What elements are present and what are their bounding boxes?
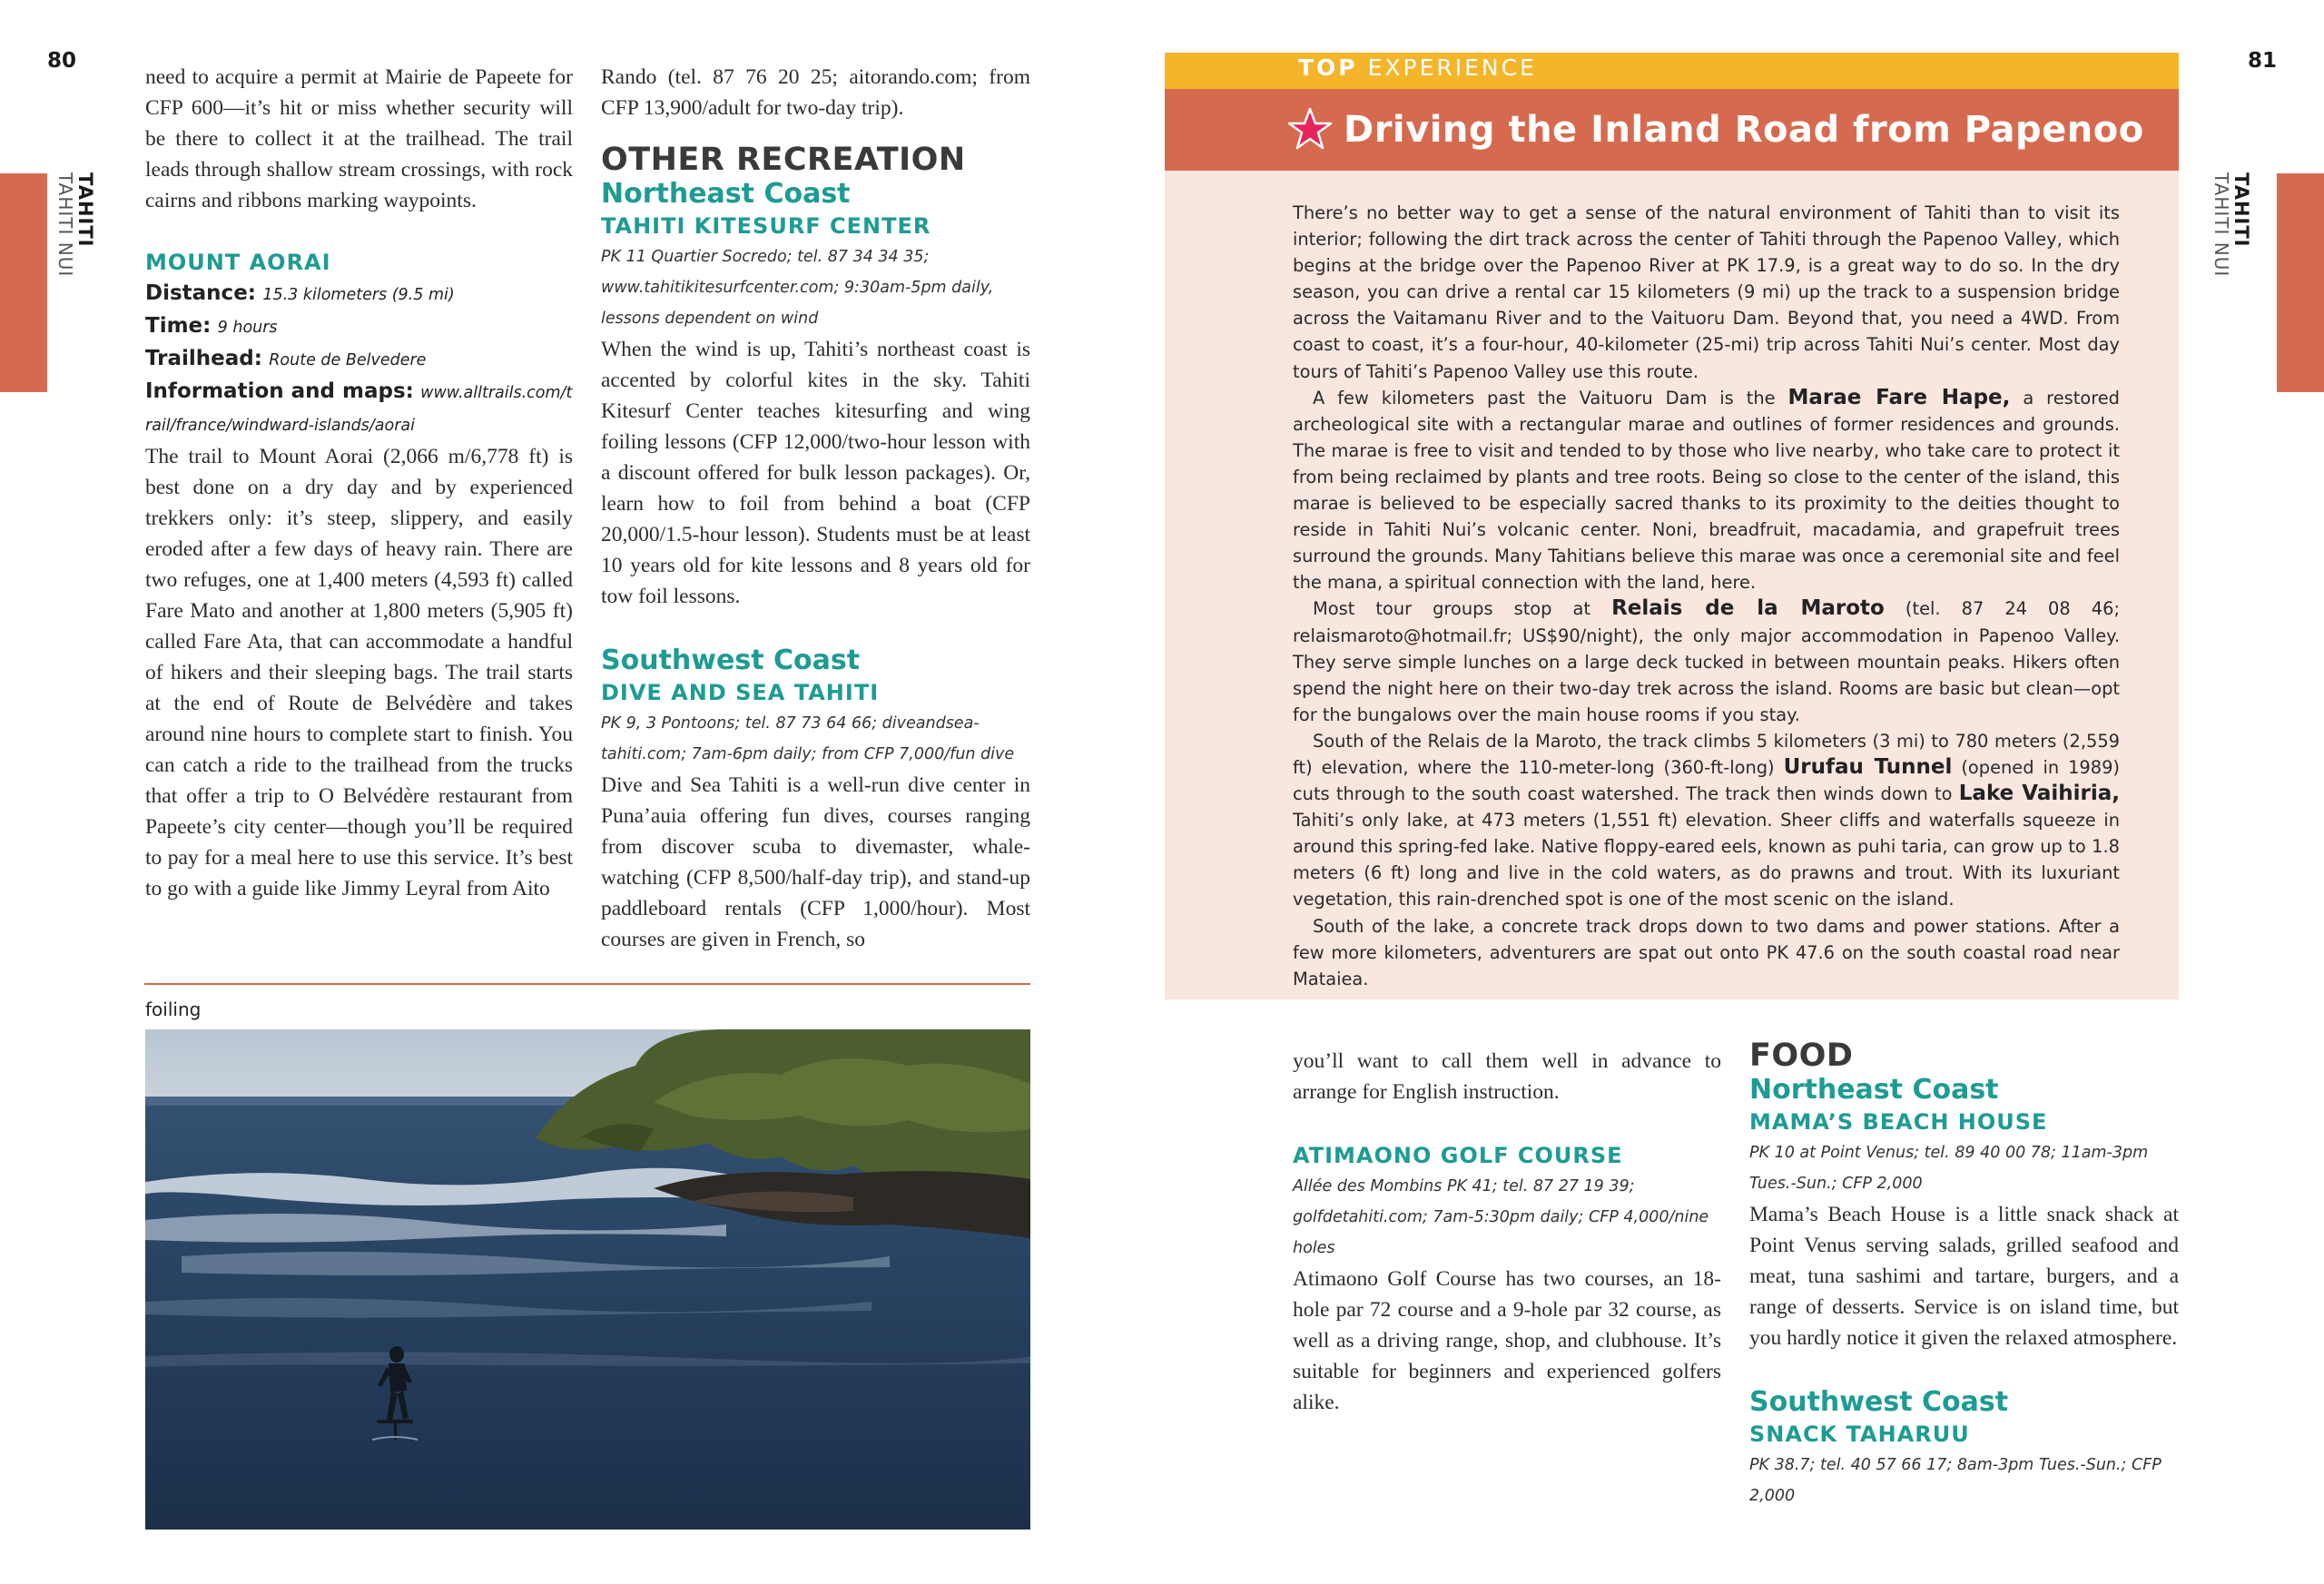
- feature-paragraph: South of the lake, a concrete track drops down to two dams and power stations. After a few more kilometers, adventurers are spat out onto PK 47.6 on the south coastal road near Mataiea.: [1293, 915, 2120, 989]
- section-title: FOOD: [1749, 1038, 1854, 1074]
- photo-foiling: [145, 1029, 1030, 1530]
- paragraph: you’ll want to call them well in advance to arrange for English instruction.: [1293, 1049, 1721, 1104]
- paragraph: need to acquire a permit at Mairie de Papeete for CFP 600—it’s hit or miss whether security will be there to collect it at the trailhead. The trail leads through shallow stream crossings, with rock cairns and ribbons marking waypoints.: [145, 65, 573, 212]
- region-heading: Southwest Coast: [601, 644, 861, 676]
- feature-title: Driving the Inland Road from Papenoo: [1344, 109, 2144, 151]
- photo-caption: foiling: [145, 999, 202, 1020]
- section-title: OTHER RECREATION: [601, 142, 966, 178]
- listing-info: PK 11 Quartier Socredo; tel. 87 34 34 35; www.tahitikitesurfcenter.com; 9:30am-5pm daily, lessons dependent on wind: [601, 248, 994, 328]
- paragraph: Dive and Sea Tahiti is a well-run dive center in Puna’auia offering fun dives, courses ranging from discover scuba to divemaster, whale-watching (CFP 8,500/half-day trip), and stand-up paddleboard rentals (CFP 1,000/hour). Most courses are given in French, so: [601, 773, 1030, 951]
- side-label-left: TAHITI TAHITI NUI: [54, 172, 96, 278]
- top-experience-label: TOP EXPERIENCE: [1298, 54, 1537, 81]
- feature-paragraph: There’s no better way to get a sense of the natural environment of Tahiti than to visit its interior; following the dirt track across the center of Tahiti through the Papenoo Valley, which begins at the bridge over the Papenoo River at PK 17.9, is a great way to do so. In the dry season, you can drive a rental car 15 kilometers (9 mi) up the track to a suspension bridge across the Vaitamanu River and to the Vaituoru Dam. Beyond that, you need a 4WD. From coast to coast, it’s a four-hour, 40-kilometer (25-mi) trip across Tahiti Nui’s center. Most day tours of Tahiti’s Papenoo Valley use this route.: [1293, 202, 2120, 382]
- listing-title: SNACK TAHARUU: [1749, 1422, 1970, 1447]
- paragraph: Rando (tel. 87 76 20 25; aitorando.com; from CFP 13,900/adult for two-day trip).: [601, 65, 1030, 120]
- region-heading: Northeast Coast: [1749, 1074, 1999, 1106]
- side-tab-right: [2277, 173, 2324, 392]
- info-time: Time: 9 hours: [145, 314, 278, 338]
- right-column-2: [1749, 1038, 2179, 1511]
- paragraph: When the wind is up, Tahiti’s northeast coast is accented by colorful kites in the sky. Tahiti Kitesurf Center teaches kitesurfing and wing foiling lessons (CFP 12,000/two-hour lesson with a discount offered for bulk lesson packages). Or, learn how to foil from behind a boat (CFP 20,000/1.5-hour lesson). Students must be at least 10 years old for kite lessons and 8 years old for tow foil lessons.: [601, 338, 1030, 608]
- feature-paragraph: A few kilometers past the Vaituoru Dam is the Marae Fare Hape, a restored archeological site with a rectangular marae and outlines of former residences and grounds. The marae is free to visit and tended to by those who live nearby, who take care to protect it from being reclaimed by plants and tree roots. Being so close to the center of the island, this marae is believed to be especially sacred thanks to its proximity to the deities thought to reside in Tahiti Nui’s volcanic center. Noni, breadfruit, macadamia, and grapefruit trees surround the grounds. Many Tahitians believe this marae was once a ceremonial site and feel the mana, a spiritual connection with the land, here.: [1293, 385, 2120, 594]
- left-column-1: [145, 62, 573, 904]
- listing-title: MOUNT AORAI: [145, 250, 331, 275]
- side-label-right: TAHITI TAHITI NUI: [2211, 172, 2252, 278]
- info-maps: Information and maps: www.alltrails.com/trail/france/windward-islands/aorai: [145, 379, 573, 435]
- page-number-right: 81: [2248, 49, 2278, 73]
- side-tab-left: [0, 173, 47, 392]
- region-heading: Northeast Coast: [601, 178, 851, 210]
- info-trailhead: Trailhead: Route de Belvedere: [145, 347, 427, 370]
- feature-paragraph: Most tour groups stop at Relais de la Maroto (tel. 87 24 08 46; relaismaroto@hotmail.fr; US$90/night), the only major accommodation in Papenoo Valley. They serve simple lunches on a large deck tucked in between mountain peaks. Hikers often spend the night here on their two-day trek across the island. Rooms are basic but clean—opt for the bungalows over the main house rooms if you stay.: [1293, 596, 2120, 725]
- feature-text: [1293, 200, 2120, 992]
- page-number-left: 80: [47, 49, 77, 73]
- listing-info: PK 9, 3 Pontoons; tel. 87 73 64 66; diveandsea-tahiti.com; 7am-6pm daily; from CFP 7,000/fun dive: [601, 714, 1015, 763]
- paragraph: The trail to Mount Aorai (2,066 m/6,778 ft) is best done on a dry day and by experienced trekkers only: it’s steep, slippery, and easily eroded after a few days of heavy rain. There are two refuges, one at 1,400 meters (4,593 ft) called Fare Mato and another at 1,800 meters (5,905 ft) called Fare Ata, that can accommodate a handful of hikers and their sleeping bags. The trail starts at the end of Route de Belvédère and takes around nine hours to complete start to finish. You can catch a ride to the trailhead from the trucks that offer a trip to O Belvédère restaurant from Papeete’s city center—though you’ll be required to pay for a meal here to use this service. It’s best to go with a guide like Jimmy Leyral from Aito: [145, 445, 573, 900]
- listing-title: ATIMAONO GOLF COURSE: [1293, 1143, 1623, 1168]
- info-distance: Distance: 15.3 kilometers (9.5 mi): [145, 281, 455, 305]
- listing-title: DIVE AND SEA TAHITI: [601, 680, 880, 705]
- star-icon: [1287, 106, 1333, 152]
- listing-info: PK 10 at Point Venus; tel. 89 40 00 78; 11am-3pm Tues.-Sun.; CFP 2,000: [1749, 1144, 2149, 1193]
- listing-title: MAMA’S BEACH HOUSE: [1749, 1109, 2048, 1135]
- feature-paragraph: South of the Relais de la Maroto, the track climbs 5 kilometers (3 mi) to 780 meters (2,559 ft) elevation, where the 110-meter-long (360-ft-long) Urufau Tunnel (opened in 1989) cuts through to the south coast watershed. The track then winds down to Lake Vaihiria, Tahiti’s only lake, at 473 meters (1,551 ft) elevation. Sheer cliffs and waterfalls squeeze in around this spring-fed lake. Native floppy-eared eels, known as puhi taria, can grow up to 1.8 meters (6 ft) long and live in the cold waters, as do prawns and trout. With its luxuriant vegetation, this rain-drenched spot is one of the most scenic on the island.: [1293, 730, 2120, 910]
- paragraph: Mama’s Beach House is a little snack shack at Point Venus serving salads, grilled seafood and meat, tuna sashimi and tartare, burgers, and a range of desserts. Service is on island time, but you hardly notice it given the relaxed atmosphere.: [1749, 1203, 2179, 1350]
- left-column-2: [601, 62, 1030, 955]
- listing-info: PK 38.7; tel. 40 57 66 17; 8am-3pm Tues.-Sun.; CFP 2,000: [1749, 1456, 2162, 1505]
- paragraph: Atimaono Golf Course has two courses, an 18-hole par 72 course and a 9-hole par 32 course, as well as a driving range, shop, and clubhouse. It’s suitable for beginners and experienced golfers alike.: [1293, 1267, 1721, 1414]
- right-column-1: [1293, 1046, 1721, 1418]
- region-heading: Southwest Coast: [1749, 1386, 2009, 1418]
- divider: [144, 983, 1030, 985]
- listing-title: TAHITI KITESURF CENTER: [601, 213, 931, 239]
- listing-info: Allée des Mombins PK 41; tel. 87 27 19 39; golfdetahiti.com; 7am-5:30pm daily; CFP 4,000/nine holes: [1293, 1177, 1709, 1257]
